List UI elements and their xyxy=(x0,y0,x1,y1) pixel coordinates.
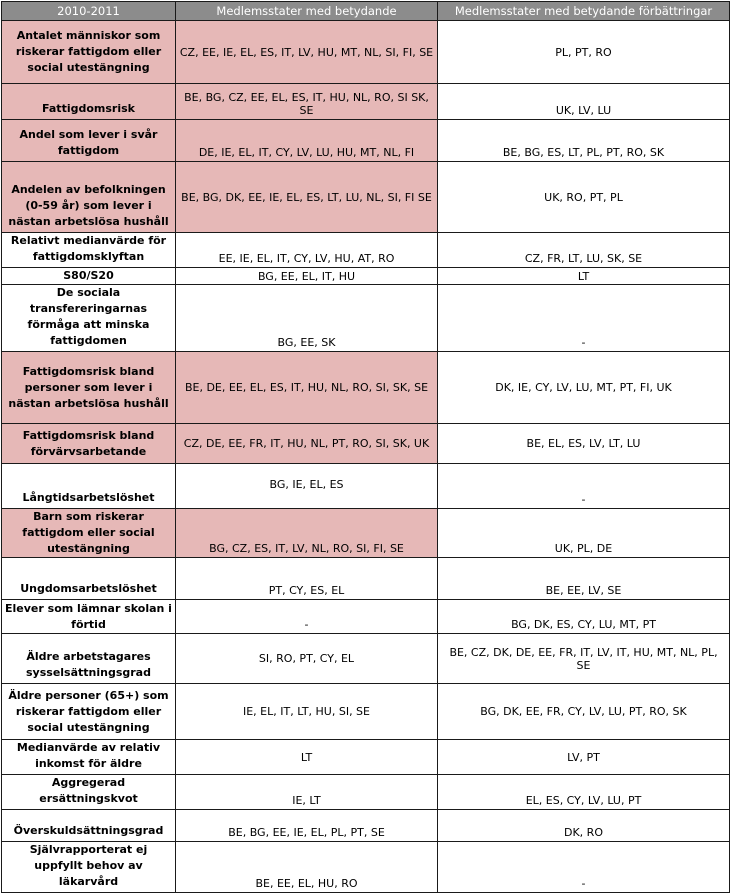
row-label: De sociala transfereringarnas förmåga att minska fattigdomen xyxy=(2,285,176,352)
significant-cell: IE, LT xyxy=(176,775,438,810)
significant-cell: BG, CZ, ES, IT, LV, NL, RO, SI, FI, SE xyxy=(176,509,438,558)
improvement-cell: - xyxy=(438,842,730,893)
row-label: Andel som lever i svår fattigdom xyxy=(2,120,176,162)
row-label: Långtidsarbetslöshet xyxy=(2,464,176,509)
row-label: Ungdomsarbetslöshet xyxy=(2,558,176,600)
significant-cell: IE, EL, IT, LT, HU, SI, SE xyxy=(176,684,438,740)
table-row xyxy=(2,84,730,120)
improvement-cell: BE, EE, LV, SE xyxy=(438,558,730,600)
row-label: Överskuldsättningsgrad xyxy=(2,810,176,842)
table-row xyxy=(2,740,730,775)
header-improvement: Medlemsstater med betydande förbättringar xyxy=(438,2,730,21)
row-label: Antalet människor som riskerar fattigdom eller social utestängning xyxy=(2,21,176,84)
significant-cell: PT, CY, ES, EL xyxy=(176,558,438,600)
header-significant: Medlemsstater med betydande xyxy=(176,2,438,21)
row-label: S80/S20 xyxy=(2,268,176,285)
row-label: Elever som lämnar skolan i förtid xyxy=(2,600,176,634)
improvement-cell: EL, ES, CY, LV, LU, PT xyxy=(438,775,730,810)
table-row xyxy=(2,558,730,600)
table-row xyxy=(2,21,730,84)
improvement-cell: LV, PT xyxy=(438,740,730,775)
table-row xyxy=(2,600,730,634)
table-row xyxy=(2,842,730,893)
significant-cell: BG, IE, EL, ES xyxy=(176,464,438,509)
improvement-cell: DK, IE, CY, LV, LU, MT, PT, FI, UK xyxy=(438,352,730,424)
significant-cell: - xyxy=(176,600,438,634)
significant-cell: EE, IE, EL, IT, CY, LV, HU, AT, RO xyxy=(176,233,438,268)
table-row xyxy=(2,424,730,464)
improvement-cell: BG, DK, ES, CY, LU, MT, PT xyxy=(438,600,730,634)
row-label: Fattigdomsrisk xyxy=(2,84,176,120)
table-row xyxy=(2,162,730,233)
table-row xyxy=(2,233,730,268)
improvement-cell: BG, DK, EE, FR, CY, LV, LU, PT, RO, SK xyxy=(438,684,730,740)
table-row xyxy=(2,120,730,162)
row-label: Andelen av befolkningen (0-59 år) som lever i nästan arbetslösa hushåll xyxy=(2,162,176,233)
improvement-cell: - xyxy=(438,464,730,509)
improvement-cell: PL, PT, RO xyxy=(438,21,730,84)
table-row xyxy=(2,352,730,424)
improvement-cell: UK, RO, PT, PL xyxy=(438,162,730,233)
header-row xyxy=(2,2,730,21)
significant-cell: LT xyxy=(176,740,438,775)
row-label: Medianvärde av relativ inkomst för äldre xyxy=(2,740,176,775)
improvement-cell: LT xyxy=(438,268,730,285)
row-label: Fattigdomsrisk bland personer som lever i nästan arbetslösa hushåll xyxy=(2,352,176,424)
row-label: Barn som riskerar fattigdom eller social utestängning xyxy=(2,509,176,558)
row-label: Relativt medianvärde för fattigdomsklyftan xyxy=(2,233,176,268)
significant-cell: BG, EE, EL, IT, HU xyxy=(176,268,438,285)
table-row xyxy=(2,775,730,810)
significant-cell: BE, DE, EE, EL, ES, IT, HU, NL, RO, SI, SK, SE xyxy=(176,352,438,424)
improvement-cell: - xyxy=(438,285,730,352)
significant-cell: BE, BG, EE, IE, EL, PL, PT, SE xyxy=(176,810,438,842)
table-row xyxy=(2,268,730,285)
improvement-cell: BE, EL, ES, LV, LT, LU xyxy=(438,424,730,464)
table-row xyxy=(2,810,730,842)
significant-cell: DE, IE, EL, IT, CY, LV, LU, HU, MT, NL, FI xyxy=(176,120,438,162)
significant-cell: BG, EE, SK xyxy=(176,285,438,352)
significant-cell: CZ, DE, EE, FR, IT, HU, NL, PT, RO, SI, SK, UK xyxy=(176,424,438,464)
table-row xyxy=(2,285,730,352)
improvement-cell: BE, BG, ES, LT, PL, PT, RO, SK xyxy=(438,120,730,162)
row-label: Äldre arbetstagares sysselsättningsgrad xyxy=(2,634,176,684)
improvement-cell: UK, LV, LU xyxy=(438,84,730,120)
table-row xyxy=(2,684,730,740)
significant-cell: BE, BG, DK, EE, IE, EL, ES, LT, LU, NL, SI, FI SE xyxy=(176,162,438,233)
significant-cell: BE, BG, CZ, EE, EL, ES, IT, HU, NL, RO, SI SK, SE xyxy=(176,84,438,120)
improvement-cell: CZ, FR, LT, LU, SK, SE xyxy=(438,233,730,268)
indicator-table xyxy=(1,1,730,893)
table-row xyxy=(2,634,730,684)
table-row xyxy=(2,509,730,558)
row-label: Äldre personer (65+) som riskerar fattigdom eller social utestängning xyxy=(2,684,176,740)
row-label: Självrapporterat ej uppfyllt behov av läkarvård xyxy=(2,842,176,893)
row-label: Aggregerad ersättningskvot xyxy=(2,775,176,810)
improvement-cell: BE, CZ, DK, DE, EE, FR, IT, LV, IT, HU, MT, NL, PL, SE xyxy=(438,634,730,684)
table-row xyxy=(2,464,730,509)
significant-cell: CZ, EE, IE, EL, ES, IT, LV, HU, MT, NL, SI, FI, SE xyxy=(176,21,438,84)
row-label: Fattigdomsrisk bland förvärvsarbetande xyxy=(2,424,176,464)
header-year: 2010-2011 xyxy=(2,2,176,21)
significant-cell: SI, RO, PT, CY, EL xyxy=(176,634,438,684)
significant-cell: BE, EE, EL, HU, RO xyxy=(176,842,438,893)
improvement-cell: UK, PL, DE xyxy=(438,509,730,558)
improvement-cell: DK, RO xyxy=(438,810,730,842)
